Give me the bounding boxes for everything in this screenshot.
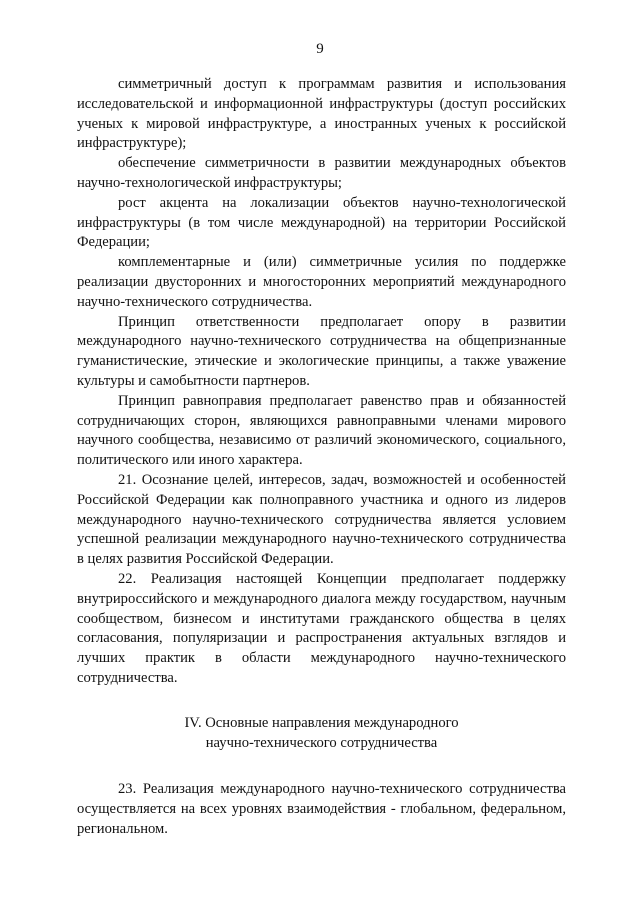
paragraph: Принцип равноправия предполагает равенство прав и обязанностей сотрудничающих сторон, являющихся равноправными членами мирового научного сообщества, независимо от различий экономического, социального, политического или иного характера. [77,392,566,469]
paragraph: симметричный доступ к программам развития и использования исследовательской и информационной инфраструктуры (доступ российских ученых к мировой инфраструктуре, а иностранных ученых к российской инфраструктуре); [77,76,566,152]
document-body [77,75,566,840]
section-heading [77,714,566,754]
page-number: 9 [316,41,324,57]
section-heading-line-2: научно-технического сотрудничества [205,734,438,751]
paragraph: комплементарные и (или) симметричные усилия по поддержке реализации двусторонних и многосторонних мероприятий международного научно-технического сотрудничества. [77,254,566,310]
paragraph: Принцип ответственности предполагает опору в развитии международного научно-технического сотрудничества на общепризнанные гуманистические, этические и экологические принципы, а также уважение культуры и самобытности партнеров. [77,313,566,389]
section-heading-line-1: IV. Основные направления международного [184,714,459,731]
paragraph: рост акцента на локализации объектов научно-технологической инфраструктуры (в том числе международной) на территории Российской Федерации; [77,194,566,251]
paragraph: обеспечение симметричности в развитии международных объектов научно-технологической инфраструктуры; [77,155,566,191]
paragraph: 21. Осознание целей, интересов, задач, возможностей и особенностей Российской Федерации как полноправного участника и одного из лидеров международного научно-технического сотрудничества является условием успешной реализации международного научно-технического сотрудничества в целях развития Российской Федерации. [77,471,566,568]
paragraph: 23. Реализация международного научно-технического сотрудничества осуществляется на всех уровнях взаимодействия - глобальном, федеральном, региональном. [77,781,566,837]
paragraph: 22. Реализация настоящей Концепции предполагает поддержку внутрироссийского и международного диалога между государством, научным сообществом, бизнесом и институтами гражданского общества в целях согласования, популяризации и распространения актуальных взглядов и лучших практик в области международного научно-технического сотрудничества. [77,570,566,686]
